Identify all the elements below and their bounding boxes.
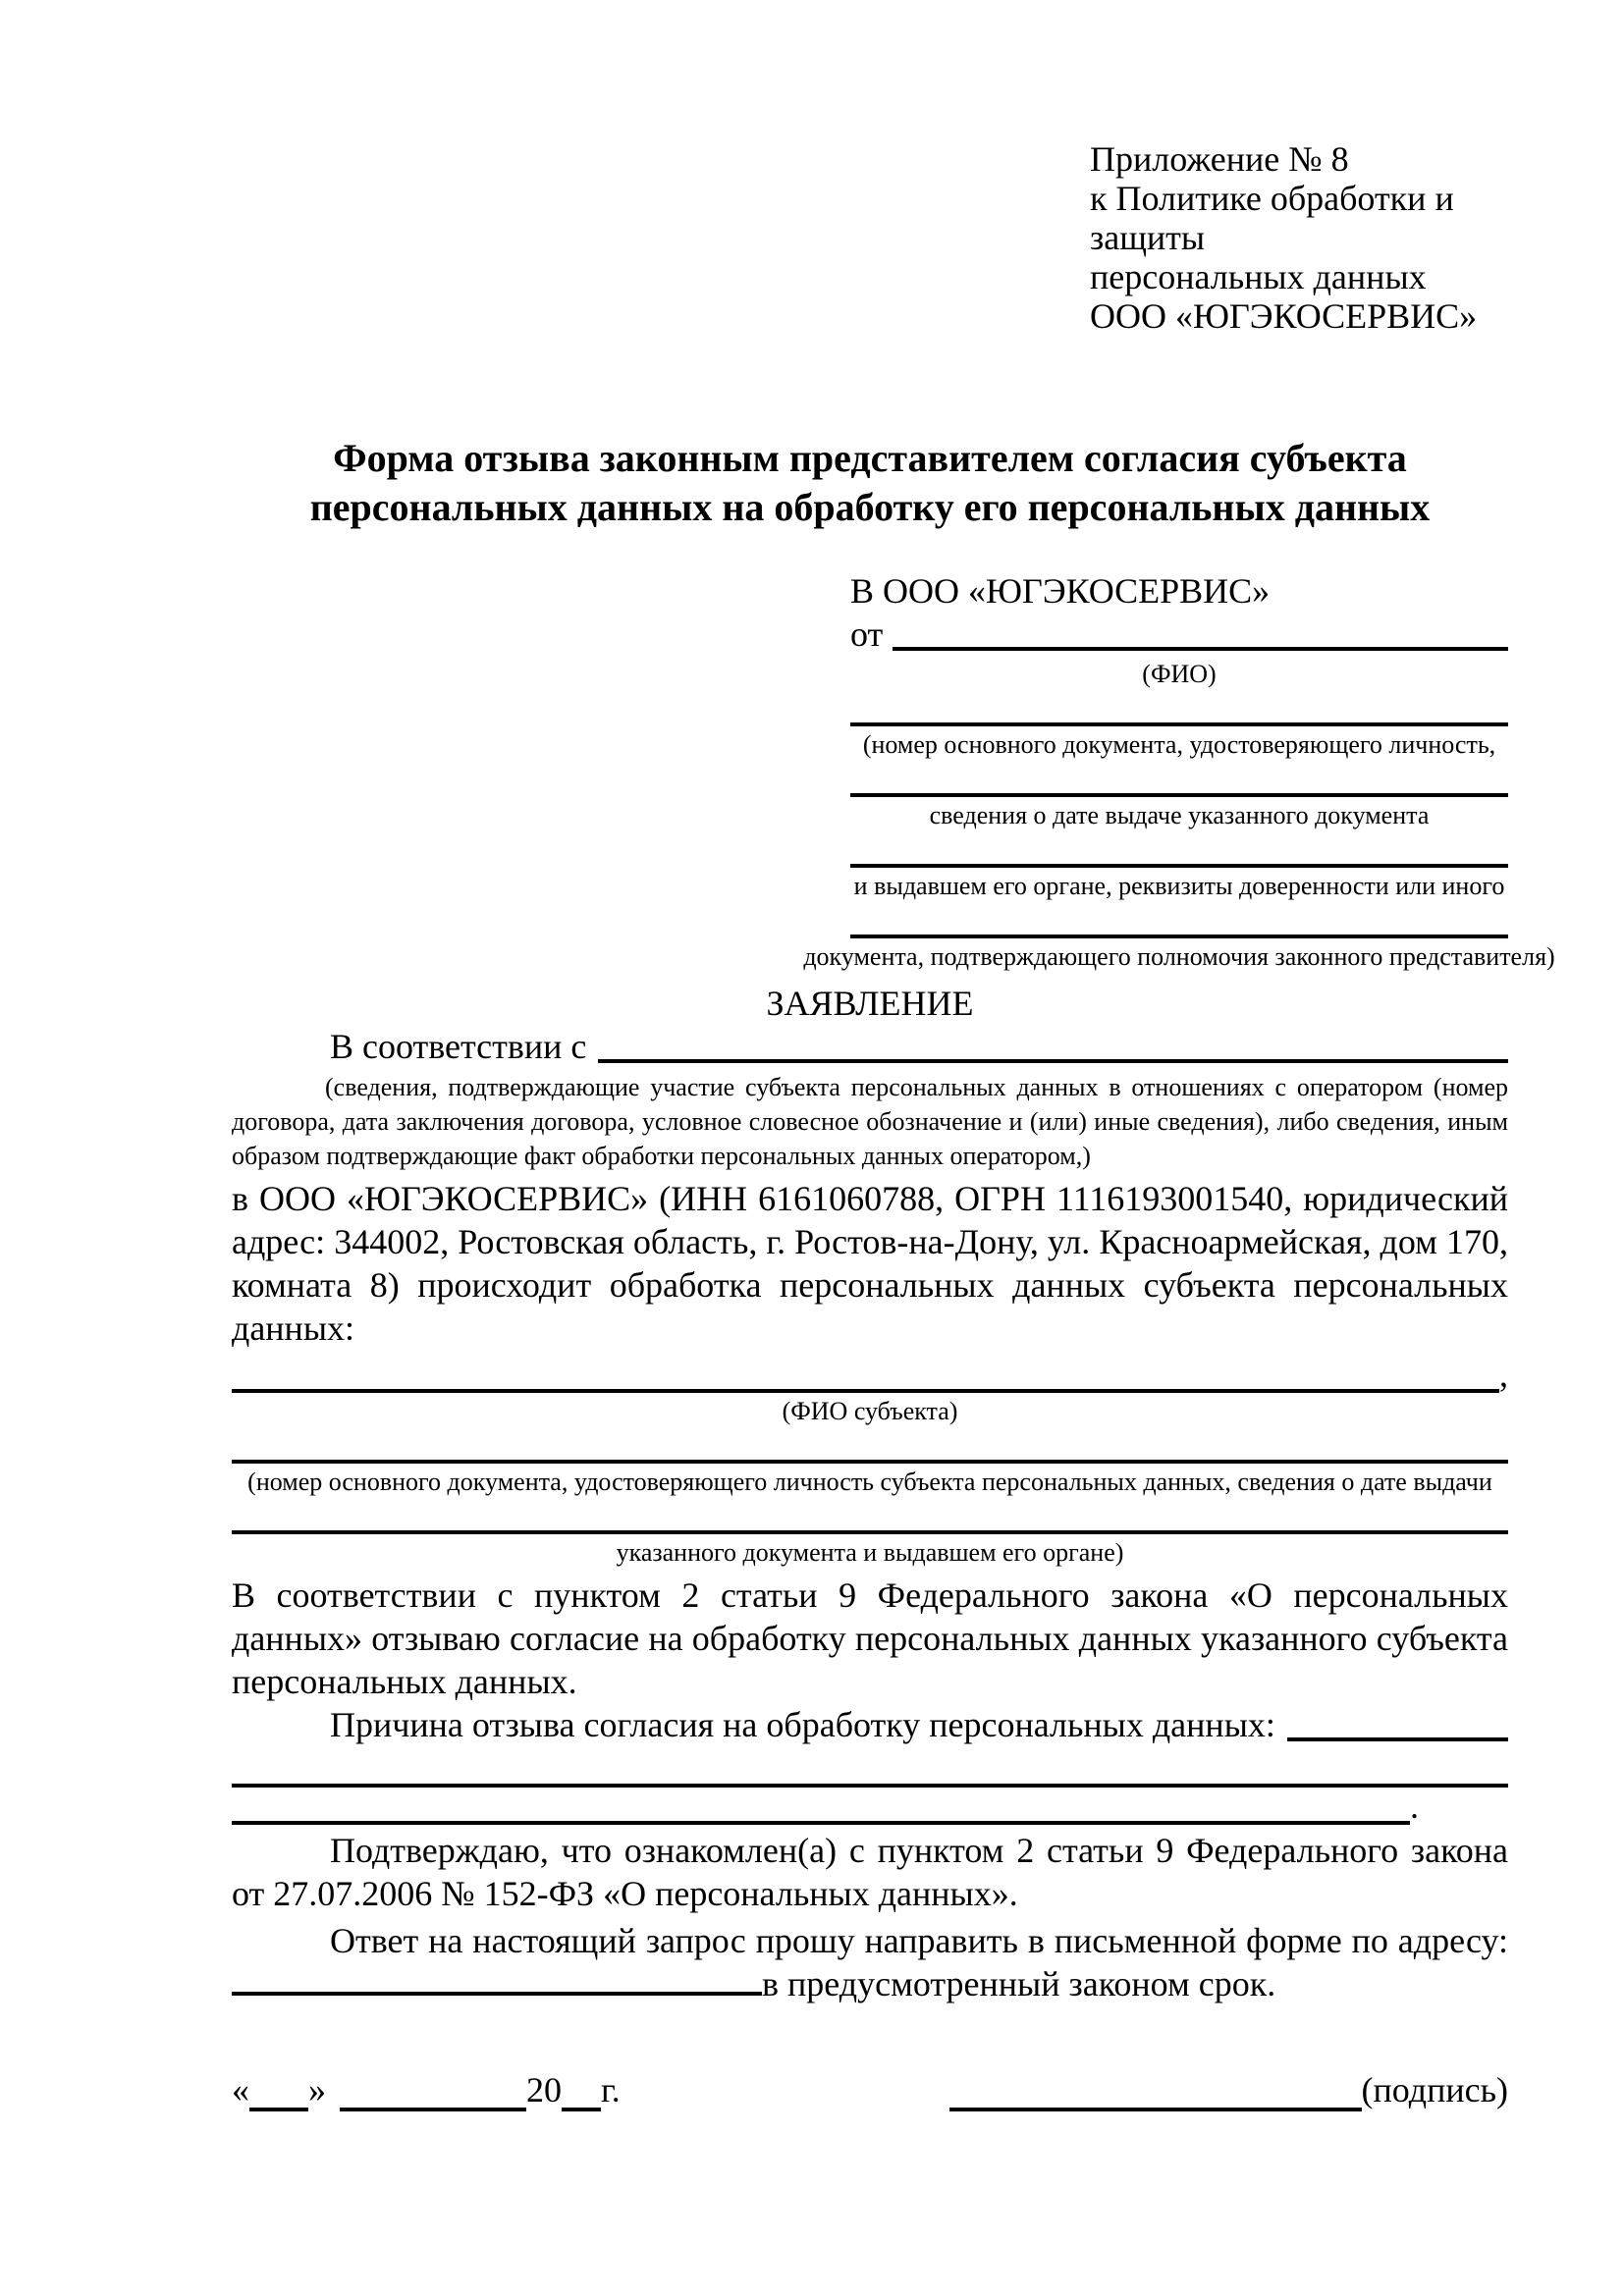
reply-suffix: в предусмотренный законом срок.: [762, 1964, 1276, 2003]
according-to-label: В соответствии с: [330, 1027, 587, 1066]
appendix-block: [1090, 139, 1508, 336]
month-line[interactable]: [340, 2078, 526, 2111]
quote-close: »: [308, 2070, 326, 2109]
reply-paragraph: [232, 1919, 1508, 2005]
appendix-line: к Политике обработки и защиты: [1090, 179, 1454, 257]
subject-authority-line[interactable]: [232, 1499, 1508, 1534]
law-paragraph: В соответствии с пунктом 2 статьи 9 Федерального закона «О персональных данных» отзываю согласие на обработку персональных данных указанного субъекта персональных данных.: [232, 1575, 1508, 1701]
addressee-block: [803, 569, 1555, 974]
reply-prefix: Ответ на настоящий запрос прошу направить в письменной форме по адресу:: [330, 1921, 1508, 1960]
subject-authority-caption: указанного документа и выдавшем его органе): [616, 1538, 1124, 1567]
year-suffix: г.: [601, 2070, 621, 2109]
reply-address-line[interactable]: [232, 1966, 762, 1996]
signature-line[interactable]: [949, 2078, 1362, 2111]
reason-continuation-line-2[interactable]: [232, 1791, 1410, 1825]
document-title: [232, 434, 1508, 532]
day-line[interactable]: [249, 2078, 308, 2111]
according-to-row: [232, 1025, 1508, 1068]
confirm-paragraph: Подтверждаю, что ознакомлен(а) с пунктом 2 статьи 9 Федерального закона от 27.07.2006 № 152-ФЗ «О персональных данных».: [232, 1831, 1508, 1913]
fio-caption: (ФИО): [1142, 660, 1217, 688]
signature-caption: (подпись): [1361, 2070, 1508, 2109]
issuing-authority-line[interactable]: [850, 832, 1508, 868]
issue-date-caption: сведения о дате выдаче указанного документа: [929, 801, 1430, 829]
appendix-line: Приложение № 8: [1090, 139, 1349, 179]
relation-details-note: (сведения, подтверждающие участие субъекта персональных данных в отношениях с оператором (номер договора, дата заключения договора, условное словесное обозначение и (или) иные сведения), либо сведения, иным образом подтверждающие факт обработки персональных данных оператором,): [232, 1073, 1508, 1170]
representative-name-line[interactable]: [893, 613, 1508, 651]
year-line[interactable]: [562, 2078, 601, 2111]
appendix-line: ООО «ЮГЭКОСЕРВИС»: [1090, 296, 1478, 336]
appendix-line: персональных данных: [1090, 257, 1427, 296]
power-of-attorney-line[interactable]: [850, 903, 1508, 938]
subject-fio-caption: (ФИО субъекта): [782, 1397, 958, 1425]
reason-label: Причина отзыва согласия на обработку персональных данных:: [330, 1705, 1275, 1744]
date-part: [232, 2068, 621, 2111]
from-row: [850, 613, 1508, 656]
operator-paragraph: в ООО «ЮГЭКОСЕРВИС» (ИНН 6161060788, ОГРН 1116193001540, юридический адрес: 344002, Ростовская область, г. Ростов-на-Дону, ул. Красноармейская, дом 170, комната 8) происходит обработка персональных данных субъекта персональных данных:: [232, 1179, 1508, 1348]
subject-document-caption: (номер основного документа, удостоверяющего личность субъекта персональных данных, сведения о дате выдачи: [247, 1468, 1492, 1496]
reason-row: [232, 1703, 1508, 1746]
issuing-authority-caption: и выдавшем его органе, реквизиты доверенности или иного: [853, 872, 1505, 900]
document-number-caption: (номер основного документа, удостоверяющего личность,: [862, 730, 1496, 759]
reason-continuation-row: [232, 1788, 1508, 1825]
subject-document-line[interactable]: [232, 1428, 1508, 1464]
subject-fio-line[interactable]: [232, 1360, 1499, 1393]
organization-name: В ООО «ЮГЭКОСЕРВИС»: [850, 571, 1271, 611]
from-label: от: [850, 614, 884, 654]
relation-details-line[interactable]: [598, 1025, 1508, 1063]
signature-part: [949, 2068, 1508, 2111]
period-mark: .: [1410, 1787, 1419, 1826]
quote-open: «: [232, 2070, 249, 2109]
subject-fio-row: [232, 1356, 1508, 1393]
power-of-attorney-caption: документа, подтверждающего полномочия законного представителя): [803, 942, 1555, 971]
document-title-line: персональных данных на обработку его персональных данных: [309, 485, 1431, 529]
year-prefix: 20: [526, 2070, 562, 2109]
reason-line[interactable]: [1287, 1703, 1508, 1741]
footer-row: [232, 2068, 1508, 2111]
document-title-line: Форма отзыва законным представителем согласия субъекта: [333, 436, 1407, 480]
comma-mark: ,: [1499, 1355, 1508, 1394]
issue-date-line[interactable]: [850, 762, 1508, 797]
statement-heading: ЗАЯВЛЕНИЕ: [766, 984, 974, 1023]
reason-continuation-line-1[interactable]: [232, 1752, 1508, 1788]
document-number-line[interactable]: [850, 691, 1508, 726]
